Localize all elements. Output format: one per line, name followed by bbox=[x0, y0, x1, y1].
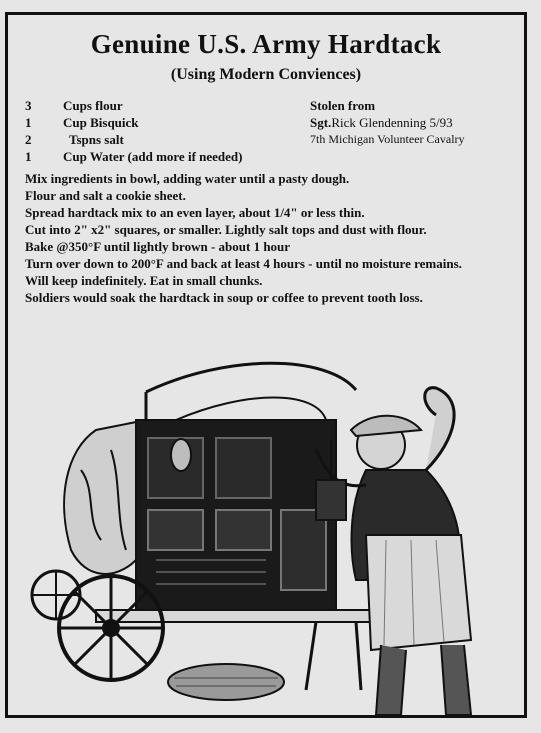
ingredient-row bbox=[25, 97, 315, 114]
source-author bbox=[310, 114, 525, 131]
ingredient-row bbox=[25, 114, 315, 131]
ingredient-item: Cup Bisquick bbox=[63, 115, 139, 130]
ingredient-row bbox=[25, 148, 315, 165]
recipe-card bbox=[5, 12, 527, 718]
source-unit: 7th Michigan Volunteer Cavalry bbox=[310, 132, 465, 146]
instruction-step: Soldiers would soak the hardtack in soup or coffee to prevent tooth loss. bbox=[25, 290, 423, 305]
ingredient-item: Cups flour bbox=[63, 98, 123, 113]
instruction-step: Will keep indefinitely. Eat in small chunks. bbox=[25, 273, 263, 288]
instruction-step: Cut into 2" x2" squares, or smaller. Lightly salt tops and dust with flour. bbox=[25, 222, 427, 237]
ingredient-qty: 3 bbox=[25, 98, 32, 113]
recipe-subtitle: (Using Modern Conviences) bbox=[170, 66, 362, 83]
instruction-list bbox=[25, 170, 517, 306]
ingredient-qty: 2 bbox=[25, 132, 32, 147]
source-rank: Sgt. bbox=[310, 115, 332, 130]
source-heading: Stolen from bbox=[310, 98, 376, 113]
instruction-step: Bake @350°F until lightly brown - about 1 hour bbox=[25, 239, 291, 254]
ingredient-row bbox=[25, 131, 315, 148]
ingredient-qty: 1 bbox=[25, 115, 32, 130]
instruction-step: Mix ingredients in bowl, adding water until a pasty dough. bbox=[25, 171, 350, 186]
recipe-title: Genuine U.S. Army Hardtack bbox=[90, 29, 442, 59]
ingredient-qty: 1 bbox=[25, 149, 32, 164]
ingredient-item: Tspns salt bbox=[69, 132, 124, 147]
chuck-wagon-illustration bbox=[26, 360, 514, 722]
instruction-step: Flour and salt a cookie sheet. bbox=[25, 188, 186, 203]
instruction-step: Spread hardtack mix to an even layer, about 1/4" or less thin. bbox=[25, 205, 365, 220]
ingredient-item: Cup Water (add more if needed) bbox=[63, 149, 243, 164]
instruction-step: Turn over down to 200°F and back at least 4 hours - until no moisture remains. bbox=[25, 256, 462, 271]
source-name-date: Rick Glendenning 5/93 bbox=[331, 115, 453, 130]
ingredient-list bbox=[25, 97, 315, 165]
recipe-source bbox=[310, 97, 525, 148]
